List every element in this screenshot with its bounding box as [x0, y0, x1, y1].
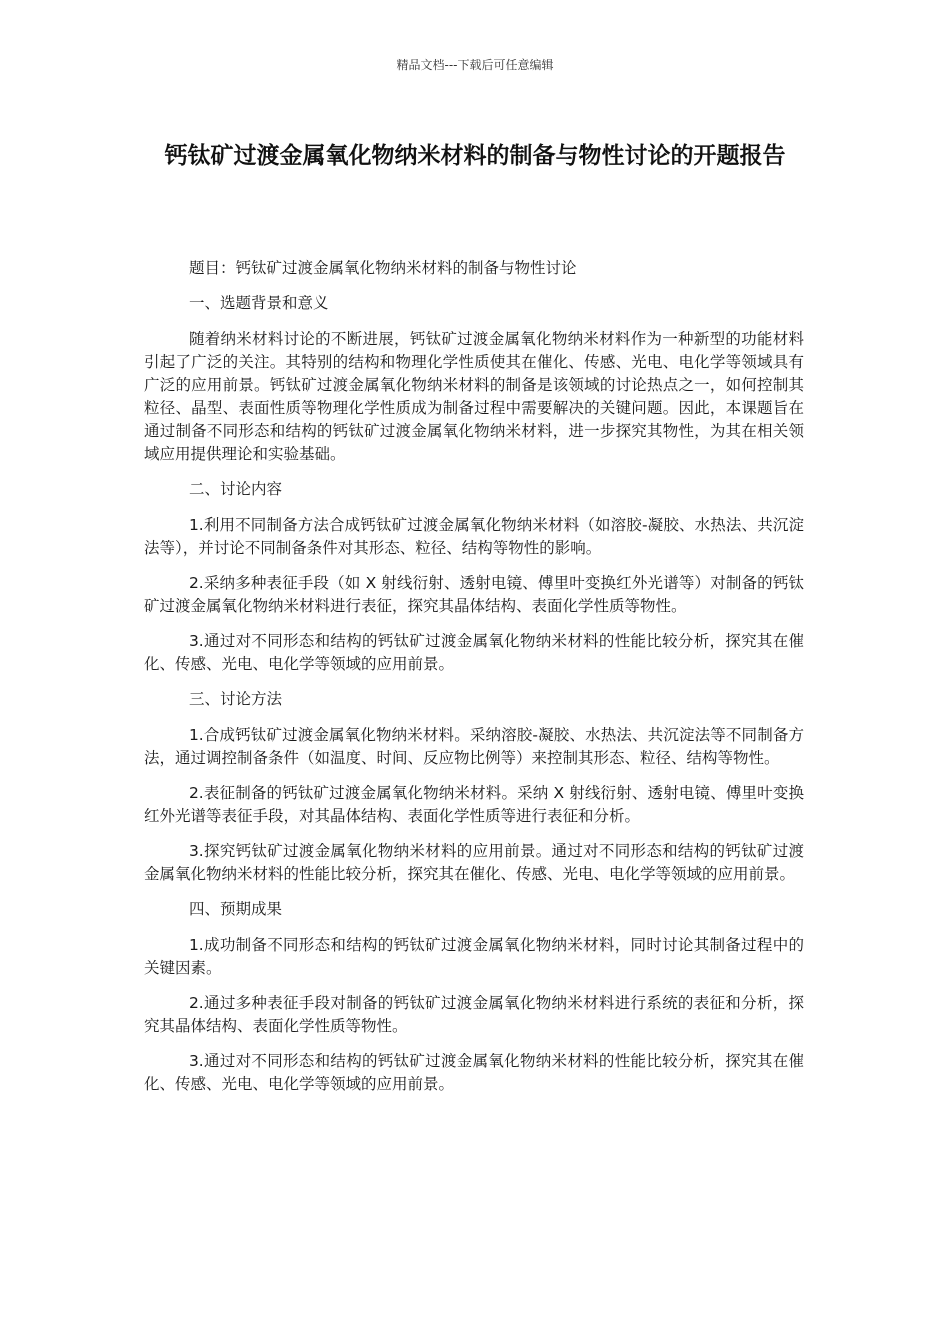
method-item-2: 2.表征制备的钙钛矿过渡金属氧化物纳米材料。采纳 X 射线衍射、透射电镜、傅里叶变换红外光谱等表征手段，对其晶体结构、表面化学性质等进行表征和分析。 [144, 784, 804, 825]
results-item-3: 3.通过对不同形态和结构的钙钛矿过渡金属氧化物纳米材料的性能比较分析，探究其在催化、传感、光电、电化学等领域的应用前景。 [144, 1052, 804, 1093]
results-item-2: 2.通过多种表征手段对制备的钙钛矿过渡金属氧化物纳米材料进行系统的表征和分析，探究其晶体结构、表面化学性质等物性。 [144, 994, 804, 1035]
method-item-3: 3.探究钙钛矿过渡金属氧化物纳米材料的应用前景。通过对不同形态和结构的钙钛矿过渡金属氧化物纳米材料的性能比较分析，探究其在催化、传感、光电、电化学等领域的应用前景。 [144, 842, 804, 883]
section-heading-content: 二、讨论内容 [188, 480, 282, 498]
content-item-3: 3.通过对不同形态和结构的钙钛矿过渡金属氧化物纳米材料的性能比较分析，探究其在催化、传感、光电、电化学等领域的应用前景。 [144, 632, 804, 673]
section-heading-results: 四、预期成果 [188, 900, 282, 918]
results-item-1: 1.成功制备不同形态和结构的钙钛矿过渡金属氧化物纳米材料，同时讨论其制备过程中的关键因素。 [144, 936, 804, 977]
topic-line: 题目：钙钛矿过渡金属氧化物纳米材料的制备与物性讨论 [188, 259, 577, 277]
page-header: 精品文档---下载后可任意编辑 [396, 58, 554, 72]
document-title: 钙钛矿过渡金属氧化物纳米材料的制备与物性讨论的开题报告 [164, 143, 786, 169]
content-item-2: 2.采纳多种表征手段（如 X 射线衍射、透射电镜、傅里叶变换红外光谱等）对制备的钙钛矿过渡金属氧化物纳米材料进行表征，探究其晶体结构、表面化学性质等物性。 [144, 574, 804, 615]
method-item-1: 1.合成钙钛矿过渡金属氧化物纳米材料。采纳溶胶-凝胶、水热法、共沉淀法等不同制备方法，通过调控制备条件（如温度、时间、反应物比例等）来控制其形态、粒径、结构等物性。 [144, 726, 804, 767]
section-heading-method: 三、讨论方法 [188, 690, 282, 708]
content-item-1: 1.利用不同制备方法合成钙钛矿过渡金属氧化物纳米材料（如溶胶-凝胶、水热法、共沉淀法等），并讨论不同制备条件对其形态、粒径、结构等物性的影响。 [144, 516, 804, 557]
document-body [144, 257, 804, 1108]
background-paragraph: 随着纳米材料讨论的不断进展，钙钛矿过渡金属氧化物纳米材料作为一种新型的功能材料引起了广泛的关注。其特别的结构和物理化学性质使其在催化、传感、光电、电化学等领域具有广泛的应用前景。钙钛矿过渡金属氧化物纳米材料的制备是该领域的讨论热点之一，如何控制其粒径、晶型、表面性质等物理化学性质成为制备过程中需要解决的关键问题。因此，本课题旨在通过制备不同形态和结构的钙钛矿过渡金属氧化物纳米材料，进一步探究其物性，为其在相关领域应用提供理论和实验基础。 [144, 330, 804, 463]
section-heading-background: 一、选题背景和意义 [188, 294, 329, 312]
